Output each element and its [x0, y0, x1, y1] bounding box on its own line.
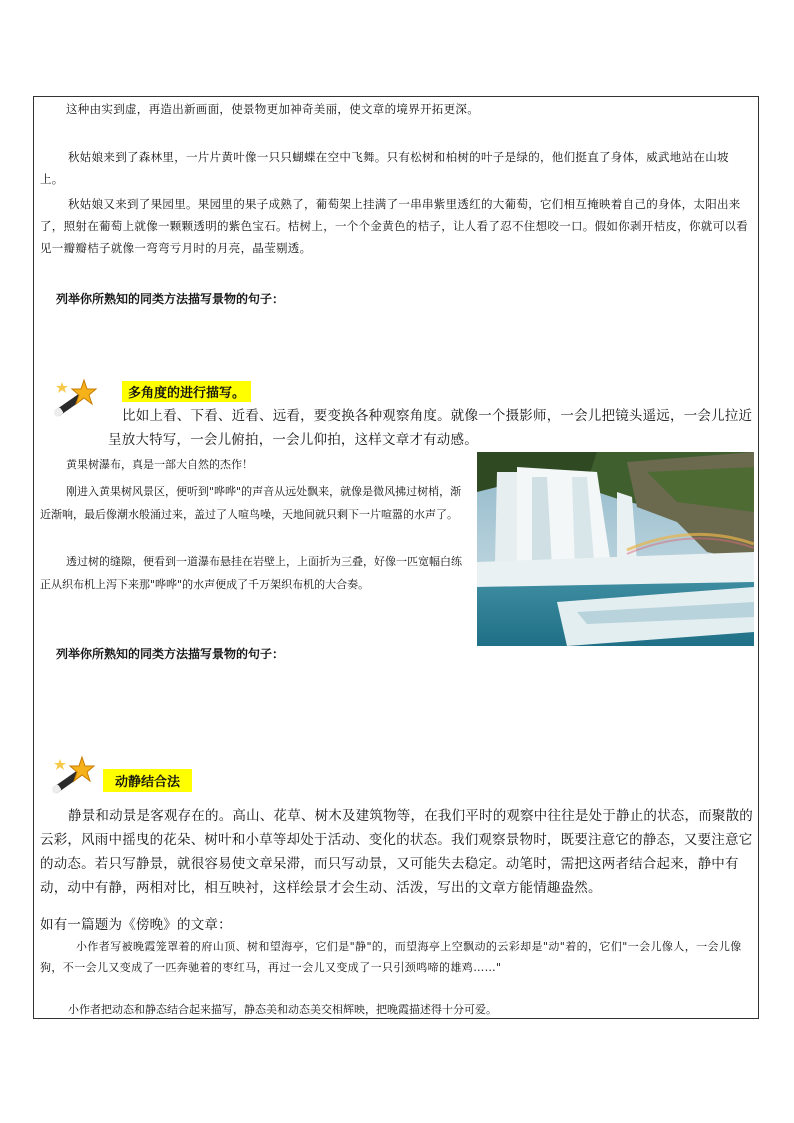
- orchard-paragraph: 秋姑娘又来到了果园里。果园里的果子成熟了，葡萄架上挂满了一串串紫里透红的大葡萄，它们相互掩映着自己的身体，太阳出来了，照射在葡萄上就像一颗颗透明的紫色宝石。桔树上，一个个金黄色的桔子，让人看了忍不住想咬一口。假如你剥开桔皮，你就可以看见一瓣瓣桔子就像一弯弯亏月时的月亮，晶莹剔透。: [40, 197, 748, 255]
- example-conclusion: 小作者把动态和静态结合起来描写，静态美和动态美交相辉映，把晚霞描述得十分可爱。: [68, 1003, 497, 1016]
- example-text: 小作者写被晚霞笼罩着的府山顶、树和望海亭，它们是"静"的，而望海亭上空飘动的云彩却是"动"着的，它们"一会儿像人，一会儿像狗，不一会儿又变成了一匹奔驰着的枣红马，再过一会儿又变成了一只引颈鸣啼的雄鸡……": [40, 940, 742, 974]
- prompt-2: 列举你所熟知的同类方法描写景物的句子：: [56, 647, 285, 661]
- magic-wand-icon: [46, 378, 98, 424]
- waterfall-photo: [477, 452, 754, 646]
- section-heading-dynamic-static: 动静结合法: [103, 769, 192, 792]
- waterfall-line-1: 黄果树瀑布，真是一部大自然的杰作！: [66, 458, 253, 471]
- forest-paragraph: 秋姑娘来到了森林里，一片片黄叶像一只只蝴蝶在空中飞舞。只有松树和柏树的叶子是绿的，他们挺直了身体，威武地站在山坡上。: [40, 150, 729, 186]
- waterfall-paragraph-1: 刚进入黄果树风景区，便听到"哗哗"的声音从远处飘来，就像是微风拂过树梢，渐近渐响，最后像潮水般涌过来，盖过了人喧鸟噪，天地间就只剩下一片喧嚣的水声了。: [40, 485, 462, 521]
- example-intro: 如有一篇题为《傍晚》的文章：: [40, 917, 232, 932]
- magic-wand-icon: [44, 755, 96, 801]
- multi-angle-intro: 比如上看、下看、近看、远看，要变换各种观察角度。就像一个摄影师，一会儿把镜头遥远，一会儿拉近呈放大特写，一会儿俯拍，一会儿仰拍，这样文章才有动感。: [108, 408, 753, 447]
- prompt-1: 列举你所熟知的同类方法描写景物的句子：: [56, 292, 285, 306]
- waterfall-paragraph-2: 透过树的缝隙，便看到一道瀑布悬挂在岩壁上，上面折为三叠，好像一匹宽幅白练正从织布机上泻下来那"哗哗"的水声便成了千万架织布机的大合奏。: [40, 555, 462, 591]
- dynamic-static-body: 静景和动景是客观存在的。高山、花草、树木及建筑物等，在我们平时的观察中往往是处于静止的状态，而聚散的云彩，风雨中摇曳的花朵、树叶和小草等却处于活动、变化的状态。我们观察景物时，既要注意它的静态，又要注意它的动态。若只写静景，就很容易使文章呆滞，而只写动景，又可能失去稳定。动笔时，需把这两者结合起来，静中有动，动中有静，两相对比，相互映衬，这样绘景才会生动、活泼，写出的文章方能情趣盎然。: [40, 808, 753, 895]
- section-heading-multi-angle: 多角度的进行描写。: [122, 381, 251, 402]
- intro-text: 这种由实到虚，再造出新画面，使景物更加神奇美丽，使文章的境界开拓更深。: [66, 102, 479, 116]
